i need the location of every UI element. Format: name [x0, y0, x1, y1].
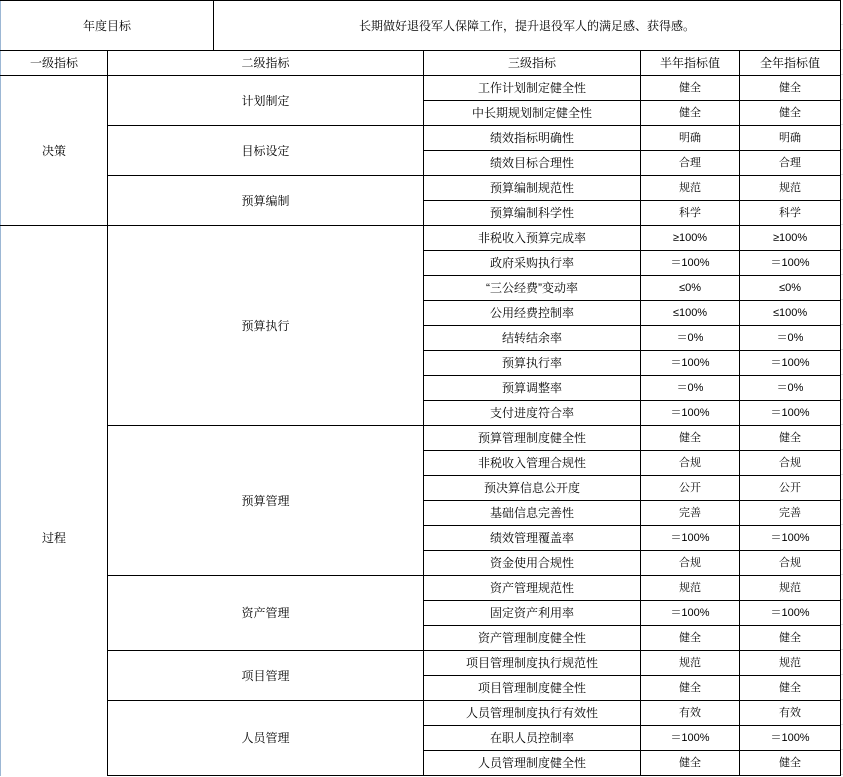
full-year-value: ＝100%: [740, 526, 841, 551]
header-level3: 三级指标: [424, 51, 641, 76]
full-year-value: 健全: [740, 626, 841, 651]
level3-indicator: 公用经费控制率: [424, 301, 641, 326]
level3-indicator: 资金使用合规性: [424, 551, 641, 576]
header-row: [1, 51, 841, 76]
half-year-value: 合规: [641, 451, 740, 476]
level3-indicator: 预算编制规范性: [424, 176, 641, 201]
half-year-value: 公开: [641, 476, 740, 501]
full-year-value: 规范: [740, 176, 841, 201]
level2-indicator: 资产管理: [108, 576, 424, 651]
table-row: [1, 701, 841, 726]
level3-indicator: 资产管理制度健全性: [424, 626, 641, 651]
half-year-value: 健全: [641, 676, 740, 701]
half-year-value: ≤0%: [641, 276, 740, 301]
header-full-year: 全年指标值: [740, 51, 841, 76]
level2-indicator: 预算编制: [108, 176, 424, 226]
level3-indicator: 预算调整率: [424, 376, 641, 401]
level2-indicator: 人员管理: [108, 701, 424, 776]
level3-indicator: 支付进度符合率: [424, 401, 641, 426]
full-year-value: ≤100%: [740, 301, 841, 326]
level3-indicator: 非税收入预算完成率: [424, 226, 641, 251]
level3-indicator: 结转结余率: [424, 326, 641, 351]
half-year-value: 健全: [641, 751, 740, 776]
half-year-value: 有效: [641, 701, 740, 726]
table-row: [1, 651, 841, 676]
full-year-value: 健全: [740, 426, 841, 451]
full-year-value: 合理: [740, 151, 841, 176]
level2-indicator: 目标设定: [108, 126, 424, 176]
level2-indicator: 项目管理: [108, 651, 424, 701]
full-year-value: ＝0%: [740, 376, 841, 401]
level3-indicator: 工作计划制定健全性: [424, 76, 641, 101]
half-year-value: ＝100%: [641, 601, 740, 626]
half-year-value: ＝0%: [641, 326, 740, 351]
level3-indicator: 中长期规划制定健全性: [424, 101, 641, 126]
table-row: [1, 176, 841, 201]
level2-indicator: 预算管理: [108, 426, 424, 576]
full-year-value: ＝100%: [740, 401, 841, 426]
half-year-value: ＝100%: [641, 526, 740, 551]
table-row: [1, 126, 841, 151]
half-year-value: ＝100%: [641, 351, 740, 376]
table-row: [1, 76, 841, 101]
level2-indicator: 预算执行: [108, 226, 424, 426]
full-year-value: 健全: [740, 751, 841, 776]
header-level1: 一级指标: [1, 51, 108, 76]
level3-indicator: 预决算信息公开度: [424, 476, 641, 501]
full-year-value: 合规: [740, 451, 841, 476]
level3-indicator: “三公经费”变动率: [424, 276, 641, 301]
level3-indicator: 预算编制科学性: [424, 201, 641, 226]
level2-indicator: 计划制定: [108, 76, 424, 126]
full-year-value: ≥100%: [740, 226, 841, 251]
level1-indicator: 过程: [1, 226, 108, 776]
level3-indicator: 在职人员控制率: [424, 726, 641, 751]
half-year-value: 合理: [641, 151, 740, 176]
full-year-value: ≤0%: [740, 276, 841, 301]
half-year-value: 规范: [641, 651, 740, 676]
half-year-value: 规范: [641, 576, 740, 601]
full-year-value: ＝100%: [740, 351, 841, 376]
half-year-value: 科学: [641, 201, 740, 226]
half-year-value: 健全: [641, 101, 740, 126]
full-year-value: 规范: [740, 576, 841, 601]
half-year-value: 健全: [641, 76, 740, 101]
level3-indicator: 非税收入管理合规性: [424, 451, 641, 476]
full-year-value: 合规: [740, 551, 841, 576]
level3-indicator: 项目管理制度执行规范性: [424, 651, 641, 676]
half-year-value: ≥100%: [641, 226, 740, 251]
full-year-value: 健全: [740, 676, 841, 701]
level3-indicator: 政府采购执行率: [424, 251, 641, 276]
table-row: [1, 576, 841, 601]
level3-indicator: 固定资产利用率: [424, 601, 641, 626]
full-year-value: 健全: [740, 101, 841, 126]
level3-indicator: 绩效目标合理性: [424, 151, 641, 176]
table-row: [1, 226, 841, 251]
level3-indicator: 绩效管理覆盖率: [424, 526, 641, 551]
level3-indicator: 基础信息完善性: [424, 501, 641, 526]
annual-goal-label: 年度目标: [1, 1, 214, 51]
level3-indicator: 项目管理制度健全性: [424, 676, 641, 701]
level1-indicator: 决策: [1, 76, 108, 226]
half-year-value: 明确: [641, 126, 740, 151]
table-row: [1, 426, 841, 451]
full-year-value: 健全: [740, 76, 841, 101]
header-level2: 二级指标: [108, 51, 424, 76]
level3-indicator: 绩效指标明确性: [424, 126, 641, 151]
header-half-year: 半年指标值: [641, 51, 740, 76]
full-year-value: 明确: [740, 126, 841, 151]
half-year-value: 健全: [641, 426, 740, 451]
full-year-value: 科学: [740, 201, 841, 226]
half-year-value: ＝0%: [641, 376, 740, 401]
half-year-value: ＝100%: [641, 726, 740, 751]
half-year-value: ≤100%: [641, 301, 740, 326]
level3-indicator: 资产管理规范性: [424, 576, 641, 601]
annual-goal-text: 长期做好退役军人保障工作，提升退役军人的满足感、获得感。: [214, 1, 841, 51]
full-year-value: ＝0%: [740, 326, 841, 351]
full-year-value: 规范: [740, 651, 841, 676]
full-year-value: ＝100%: [740, 251, 841, 276]
full-year-value: 有效: [740, 701, 841, 726]
table-body: [1, 1, 841, 776]
level3-indicator: 预算管理制度健全性: [424, 426, 641, 451]
half-year-value: 完善: [641, 501, 740, 526]
full-year-value: 公开: [740, 476, 841, 501]
annual-goal-row: [1, 1, 841, 51]
level3-indicator: 人员管理制度执行有效性: [424, 701, 641, 726]
full-year-value: ＝100%: [740, 726, 841, 751]
half-year-value: 合规: [641, 551, 740, 576]
full-year-value: ＝100%: [740, 601, 841, 626]
half-year-value: ＝100%: [641, 401, 740, 426]
full-year-value: 完善: [740, 501, 841, 526]
level3-indicator: 预算执行率: [424, 351, 641, 376]
half-year-value: 规范: [641, 176, 740, 201]
level3-indicator: 人员管理制度健全性: [424, 751, 641, 776]
half-year-value: 健全: [641, 626, 740, 651]
half-year-value: ＝100%: [641, 251, 740, 276]
